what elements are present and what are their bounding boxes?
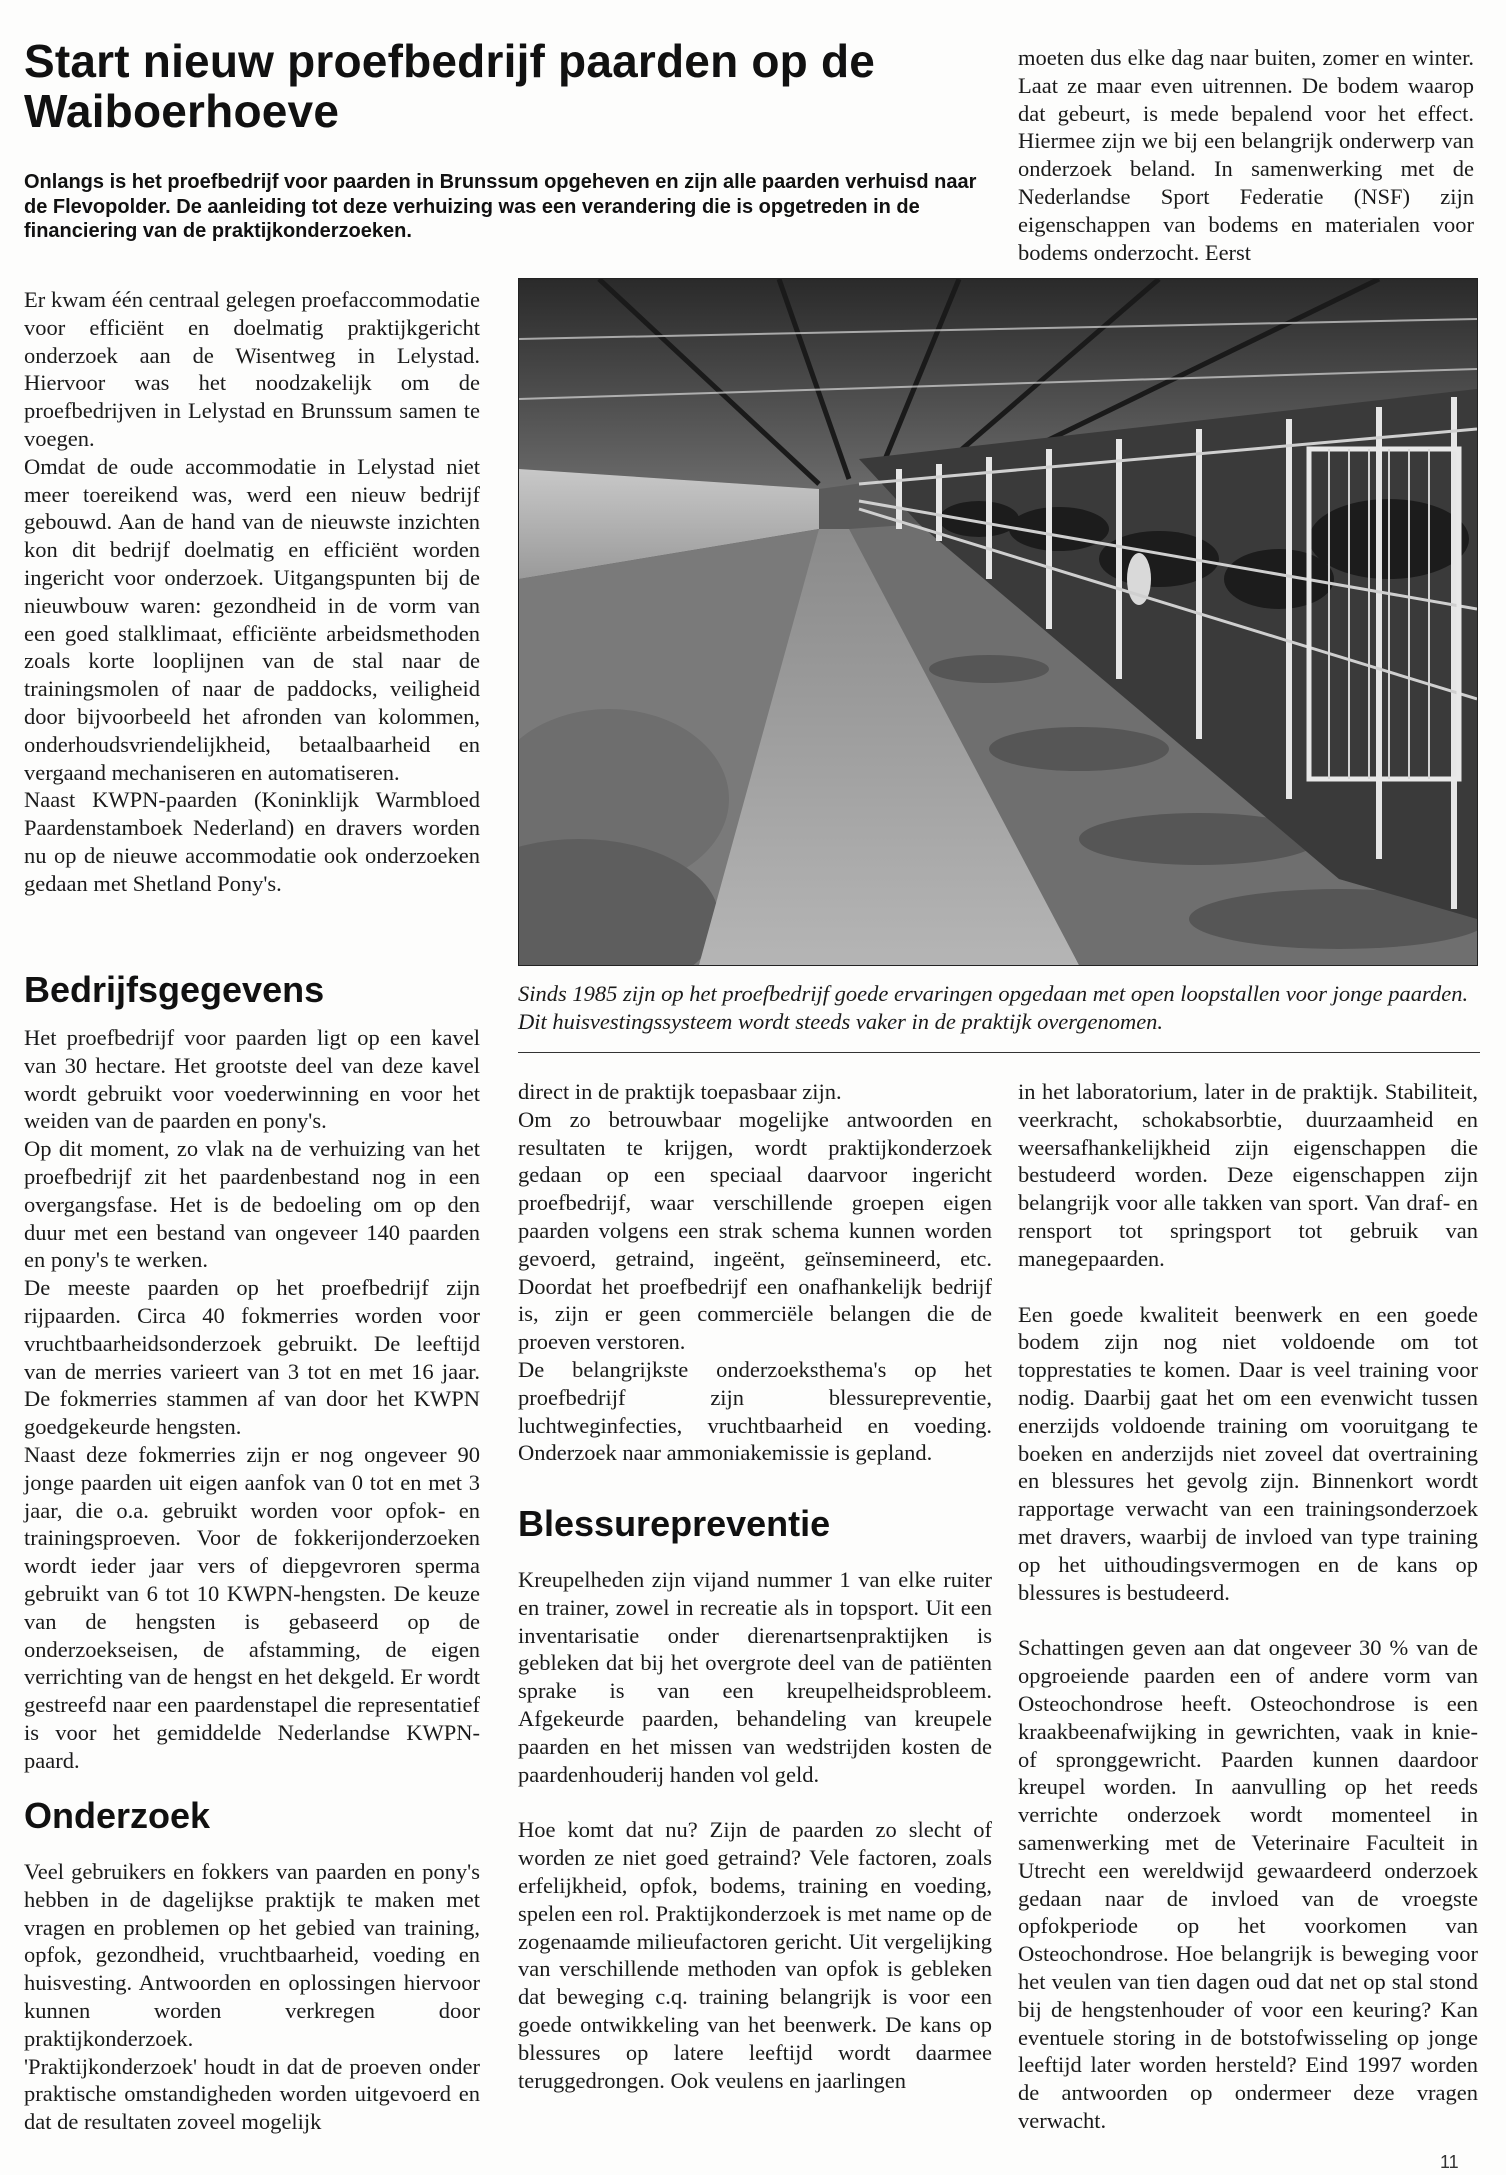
column-3-top [1018, 44, 1474, 266]
paragraph: De meeste paarden op het proefbedrijf zijn rijpaarden. Circa 40 fokmerries worden voor vruchtbaarheidsonderzoek gebruikt. De leeftijd van de merries varieert van 3 tot en met 16 jaar. De fokmerries stammen af van door het KWPN goedgekeurde hengsten. [24, 1275, 480, 1440]
paragraph: Het proefbedrijf voor paarden ligt op een kavel van 30 hectare. Het grootste deel van deze kavel wordt gebruikt voor voederwinning en voor het weiden van de paarden en pony's. [24, 1025, 480, 1134]
page-number: 11 [1440, 2152, 1459, 2172]
column-2 [518, 1078, 992, 1467]
paragraph: Er kwam één centraal gelegen proefaccommodatie voor efficiënt en doelmatig praktijkgericht onderzoek aan de Wisentweg in Lelystad. Hiervoor was het noodzakelijk om de proefbedrijven in Lelystad en Brunssum samen te voegen. [24, 287, 480, 451]
article-lead: Onlangs is het proefbedrijf voor paarden in Brunssum opgeheven en zijn alle paarden verhuisd naar de Flevopolder. De aanleiding tot deze verhuizing was een verandering die is opgetreden in de financiering van de praktijkonderzoeken. [24, 171, 977, 243]
paragraph: Omdat de oude accommodatie in Lelystad niet meer toereikend was, werd een nieuw bedrijf gebouwd. Aan de hand van de nieuwste inzichten kon dit bedrijf doelmatig en efficiënt worden ingericht voor onderzoek. Uitgangspunten bij de nieuwbouw waren: gezondheid in de vorm van een goed stalklimaat, efficiënte arbeidsmethoden zoals korte looplijnen van de stal naar de trainingsmolen of naar de paddocks, veiligheid door bijvoorbeeld het afronden van kolommen, onderhoudsvriendelijkheid, betaalbaarheid en vergaand mechaniseren en automatiseren. [24, 453, 480, 785]
divider [518, 1052, 1480, 1053]
section-heading-bedrijfsgegevens: Bedrijfsgegevens [24, 969, 325, 1010]
column-2-blessurepreventie [518, 1566, 992, 2094]
stable-photo [518, 278, 1478, 966]
paragraph: Hoe komt dat nu? Zijn de paarden zo slecht of worden ze niet goed getraind? Vele factoren, zoals erfelijkheid, opfok, bodems, training en voeding, spelen een rol. Praktijkonderzoek is met name op de zogenaamde milieufactoren gericht. Uit vergelijking van verschillende methoden van opfok is gebleken dat beweging c.q. training belangrijk is voor een goede ontwikkeling van het beenwerk. De kans op blessures op latere leeftijd wordt daarmee teruggedrongen. Ook veulens en jaarlingen [518, 1817, 992, 2093]
paragraph: Op dit moment, zo vlak na de verhuizing van het proefbedrijf zit het paardenbestand nog in een overgangsfase. Het is de bedoeling om op den duur met een bestand van ongeveer 140 paarden en pony's te werken. [24, 1136, 480, 1273]
article-title: Start nieuw proefbedrijf paarden op de Waiboerhoeve [24, 35, 876, 137]
paragraph: in het laboratorium, later in de praktijk. Stabiliteit, veerkracht, schokabsorbtie, duurzaamheid en weersafhankelijkheid zijn eigenschappen die bestudeerd worden. Deze eigenschappen zijn belangrijk voor alle takken van sport. Van draf- en rensport tot springsport tot gebruik van manegepaarden. [1018, 1079, 1478, 1271]
column-1 [24, 286, 480, 898]
column-1-bedrijfsgegevens [24, 1024, 480, 1775]
paragraph: Naast deze fokmerries zijn er nog ongeveer 90 jonge paarden uit eigen aanfok van 0 tot en met 3 jaar, die o.a. gebruikt worden voor opfok- en trainingsproeven. Voor de fokkerijonderzoeken wordt ieder jaar vers of diepgevroren sperma gebruikt van 6 tot 10 KWPN-hengsten. De keuze van de hengsten is gebaseerd op de onderzoekseisen, de afstamming, de eigen verrichting van de hengst en het dekgeld. Er wordt gestreefd naar een paardenstapel die representatief is voor het gemiddelde Nederlandse KWPN-paard. [24, 1441, 480, 1773]
section-heading-onderzoek: Onderzoek [24, 1795, 211, 1836]
paragraph: direct in de praktijk toepasbaar zijn. [518, 1079, 842, 1104]
paragraph: Schattingen geven aan dat ongeveer 30 % van de opgroeiende paarden een of andere vorm van Osteochondrose heeft. Osteochondrose is een kraakbeenafwijking in gewrichten, vaak in knie- of spronggewricht. Paarden kunnen daardoor kreupel worden. In aanvulling op het reeds verrichte onderzoek wordt momenteel in samenwerking met de Veterinaire Faculteit in Utrecht een wereldwijd gewaardeerd onderzoek gedaan naar de invloed van de vroegste opfokperiode op het voorkomen van Osteochondrose. Hoe belangrijk is beweging voor het veulen van tien dagen oud dat net op stal stond bij de hengstenhouder of voor een keuring? Kan eventuele storing in de botstofwisseling op jonge leeftijd later worden hersteld? Eind 1997 worden de antwoorden op ondermeer deze vragen verwacht. [1018, 1635, 1478, 2133]
paragraph: Naast KWPN-paarden (Koninklijk Warmbloed Paardenstamboek Nederland) en dravers worden nu op de nieuwe accommodatie ook onderzoeken gedaan met Shetland Pony's. [24, 787, 480, 896]
paragraph: Een goede kwaliteit beenwerk en een goede bodem zijn nog niet voldoende om tot topprestaties te komen. Daar is veel training voor nodig. Daarbij gaat het om een evenwicht tussen enerzijds voldoende training om vooruitgang te boeken en anderzijds niet zoveel dat overtraining en blessures het gevolg zijn. Binnenkort wordt rapportage verwacht van een trainingsonderzoek met dravers, waarbij de invloed van type training op het uithoudingsvermogen en de kans op blessures is bestudeerd. [1018, 1301, 1478, 1605]
paragraph: Veel gebruikers en fokkers van paarden en pony's hebben in de dagelijkse praktijk te maken met vragen en problemen op het gebied van training, opfok, gezondheid, vruchtbaarheid, voeding en huisvesting. Antwoorden en oplossingen hiervoor kunnen worden verkregen door praktijkonderzoek. [24, 1859, 480, 2051]
paragraph: Om zo betrouwbaar mogelijke antwoorden en resultaten te krijgen, wordt praktijkonderzoek gedaan op een speciaal daarvoor ingericht proefbedrijf, waar verschillende groepen eigen paarden volgens een strak schema kunnen worden gevoerd, getraind, ingeënt, geïnsemineerd, etc. Doordat het proefbedrijf een onafhankelijk bedrijf is, zijn er geen commerciële belangen die de proeven verstoren. [518, 1106, 992, 1355]
column-1-onderzoek [24, 1858, 480, 2136]
section-heading-blessurepreventie: Blessurepreventie [518, 1503, 831, 1544]
column-3 [1018, 1078, 1478, 2135]
paragraph: moeten dus elke dag naar buiten, zomer en winter. Laat ze maar even uitrennen. De bodem waarop dat gebeurt, is mede bepalend voor het effect. Hiermee zijn we bij een belangrijk onderwerp van onderzoek beland. In samenwerking met de Nederlandse Sport Federatie (NSF) zijn eigenschappen van bodems en materialen voor bodems onderzocht. Eerst [1018, 45, 1474, 265]
photo-caption: Sinds 1985 zijn op het proefbedrijf goede ervaringen opgedaan met open loopstallen voor jonge paarden. Dit huisvestingssysteem wordt steeds vaker in de praktijk overgenomen. [518, 981, 1469, 1034]
paragraph: 'Praktijkonderzoek' houdt in dat de proeven onder praktische omstandigheden worden uitgevoerd en dat de resultaten zoveel mogelijk [24, 2053, 480, 2135]
paragraph: De belangrijkste onderzoeksthema's op het proefbedrijf zijn blessurepreventie, luchtweginfecties, vruchtbaarheid en voeding. Onderzoek naar ammoniakemissie is gepland. [518, 1356, 992, 1466]
paragraph: Kreupelheden zijn vijand nummer 1 van elke ruiter en trainer, zowel in recreatie als in topsport. Uit een inventarisatie onder dierenartsenpraktijken is gebleken dat bij het overgrote deel van de patiënten sprake is van een kreupelheidsprobleem. Afgekeurde paarden, behandeling van kreupele paarden en het missen van wedstrijden kosten de paardenhouderij handen vol geld. [518, 1567, 992, 1787]
